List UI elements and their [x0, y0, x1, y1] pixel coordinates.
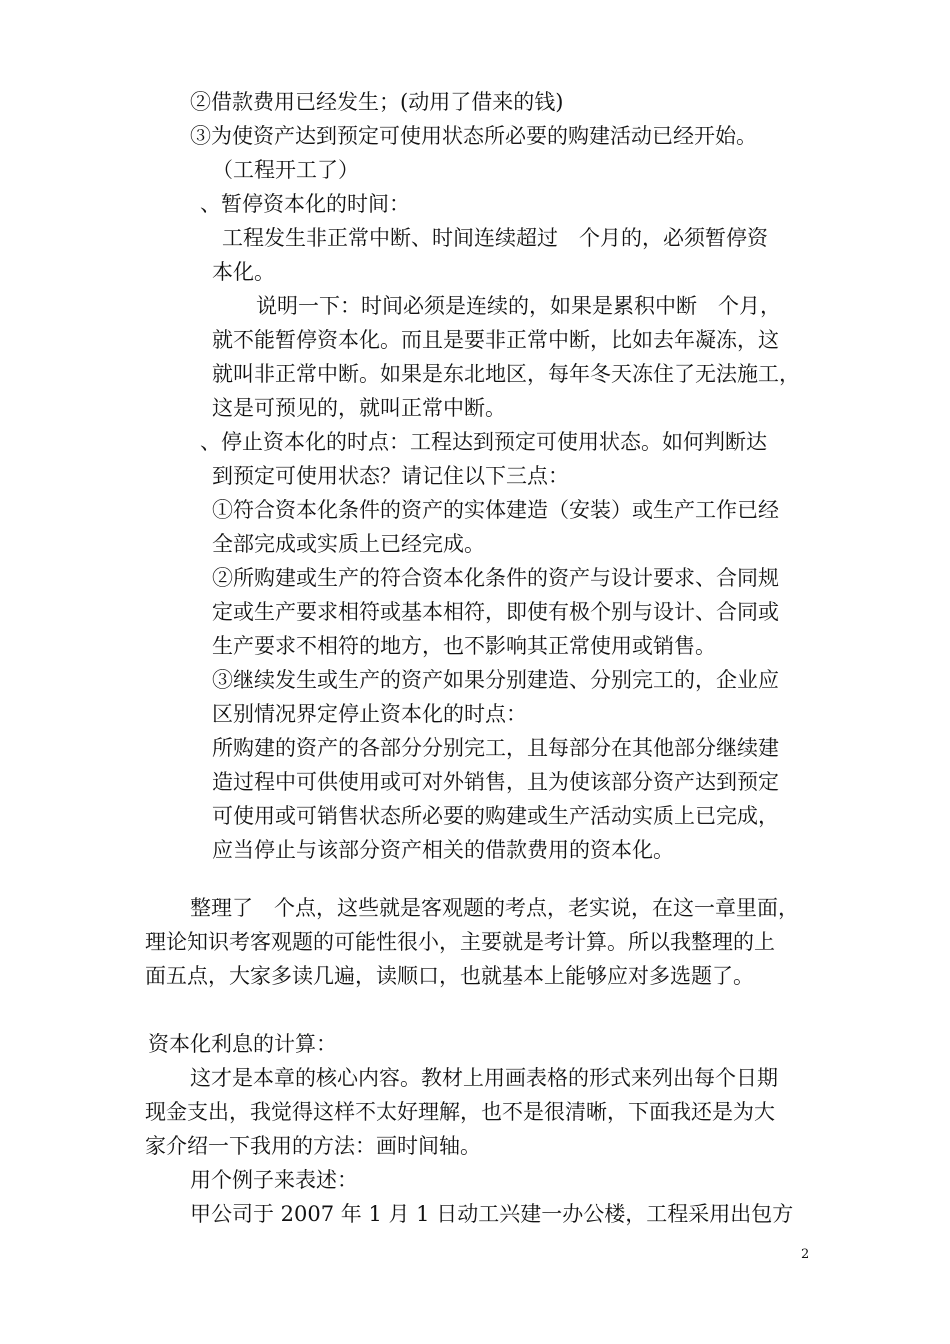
text-line: 本化。 — [212, 260, 275, 284]
text-line: 甲公司于 2007 年 1 月 1 日动工兴建一办公楼，工程采用出包方 — [190, 1202, 794, 1226]
text-line: 全部完成或实质上已经完成。 — [212, 532, 485, 556]
text-line: 应当停止与该部分资产相关的借款费用的资本化。 — [212, 838, 674, 862]
text-line: 定或生产要求相符或基本相符，即使有极个别与设计、合同或 — [212, 600, 779, 624]
text-line: 这是可预见的，就叫正常中断。 — [212, 396, 506, 420]
section-heading: 、停止资本化的时点：工程达到预定可使用状态。如何判断达 — [200, 430, 767, 454]
text-line: 造过程中可供使用或可对外销售，且为使该部分资产达到预定 — [212, 770, 779, 794]
text-line: ③为使资产达到预定可使用状态所必要的购建活动已经开始。 — [190, 124, 757, 148]
text-line: 说明一下：时间必须是连续的，如果是累积中断 个月， — [256, 294, 781, 318]
text-line: 面五点，大家多读几遍，读顺口，也就基本上能够应对多选题了。 — [145, 964, 754, 988]
text-line: 现金支出，我觉得这样不太好理解，也不是很清晰，下面我还是为大 — [145, 1100, 775, 1124]
page-number: 2 — [801, 1247, 810, 1262]
text-line: 就不能暂停资本化。而且是要非正常中断，比如去年凝冻，这 — [212, 328, 779, 352]
text-line: 这才是本章的核心内容。教材上用画表格的形式来列出每个日期 — [190, 1066, 778, 1090]
text-line: 就叫非正常中断。如果是东北地区，每年冬天冻住了无法施工， — [212, 362, 800, 386]
text-line: 到预定可使用状态？请记住以下三点： — [212, 464, 569, 488]
text-line: ②借款费用已经发生；(动用了借来的钱) — [190, 90, 564, 114]
text-line: 用个例子来表述： — [190, 1168, 358, 1192]
text-line: ③继续发生或生产的资产如果分别建造、分别完工的，企业应 — [212, 668, 779, 692]
text-line: 理论知识考客观题的可能性很小，主要就是考计算。所以我整理的上 — [145, 930, 775, 954]
text-line: ②所购建或生产的符合资本化条件的资产与设计要求、合同规 — [212, 566, 779, 590]
section-heading: 、暂停资本化的时间： — [200, 192, 410, 216]
text-line: 可使用或可销售状态所必要的购建或生产活动实质上已完成， — [212, 804, 779, 828]
text-line: 家介绍一下我用的方法：画时间轴。 — [145, 1134, 481, 1158]
section-heading: 资本化利息的计算： — [148, 1032, 337, 1056]
text-line: 整理了 个点，这些就是客观题的考点，老实说，在这一章里面， — [190, 896, 799, 920]
text-line: ①符合资本化条件的资产的实体建造（安装）或生产工作已经 — [212, 498, 779, 522]
text-line: 区别情况界定停止资本化的时点： — [212, 702, 527, 726]
text-line: 所购建的资产的各部分分别完工，且每部分在其他部分继续建 — [212, 736, 779, 760]
text-line: 工程发生非正常中断、时间连续超过 个月的，必须暂停资 — [222, 226, 768, 250]
text-line: 生产要求不相符的地方，也不影响其正常使用或销售。 — [212, 634, 716, 658]
text-line: （工程开工了） — [212, 158, 359, 182]
